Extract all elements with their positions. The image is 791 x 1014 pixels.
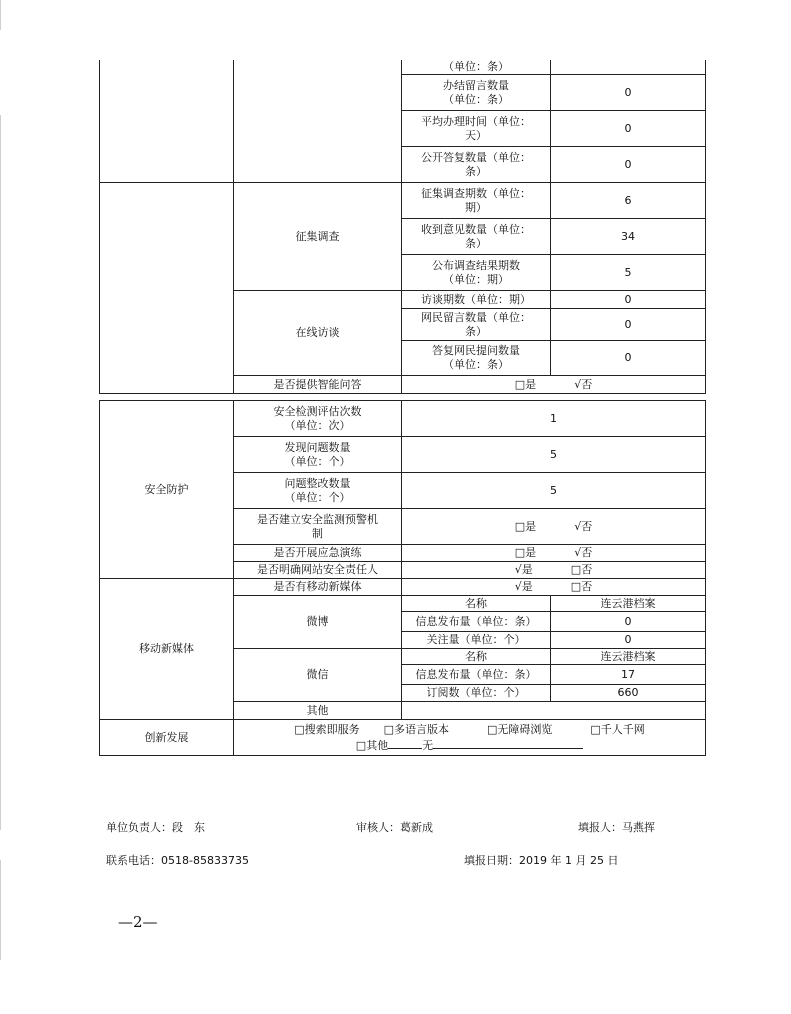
- innovation-opt-accessible: □无障碍浏览: [487, 722, 553, 736]
- weibo-posts-label: 信息发布量（单位：条）: [402, 612, 551, 632]
- group-cell-continued: [100, 60, 234, 183]
- owner-yes: √是: [514, 563, 533, 576]
- weibo-name-header: 名称: [402, 596, 551, 612]
- survey-results-value: 5: [551, 255, 706, 291]
- reviewer: [356, 819, 433, 835]
- mobile-other-label: 其他: [234, 702, 402, 720]
- weibo-label: 微博: [234, 596, 402, 649]
- security-eval-value: 1: [402, 401, 706, 437]
- weibo-posts-value: 0: [551, 612, 706, 632]
- filler: [578, 819, 655, 835]
- security-owner-options: [402, 562, 706, 579]
- value-continued-cell: [551, 60, 706, 75]
- page-number: —2—: [118, 913, 158, 931]
- security-warning-options: [402, 509, 706, 545]
- smart-qa-label: 是否提供智能问答: [234, 376, 402, 394]
- mobile-name: 移动新媒体: [100, 579, 234, 720]
- innovation-opt-multilang: □多语言版本: [383, 722, 449, 736]
- public-reply-label: 公开答复数量（单位： 条）: [402, 147, 551, 183]
- page-edge-line: [0, 0, 1, 30]
- weibo-follow-label: 关注量（单位：个）: [402, 632, 551, 649]
- weibo-account-name: 连云港档案: [551, 596, 706, 612]
- page-edge-line: [0, 860, 1, 960]
- security-name: 安全防护: [100, 401, 234, 579]
- survey-periods-label: 征集调查期数（单位： 期）: [402, 183, 551, 219]
- security-fixed-label: 问题整改数量 （单位：个）: [234, 473, 402, 509]
- wechat-label: 微信: [234, 649, 402, 702]
- security-eval-label: 安全检测评估次数 （单位：次）: [234, 401, 402, 437]
- interview-messages-label: 网民留言数量（单位： 条）: [402, 309, 551, 341]
- page-edge-line: [0, 115, 1, 830]
- smart-qa-no: √否: [574, 377, 593, 391]
- interview-messages-value: 0: [551, 309, 706, 341]
- warning-yes: □是: [514, 519, 537, 533]
- subgroup-cell-continued: [234, 60, 402, 183]
- wechat-posts-label: 信息发布量（单位：条）: [402, 665, 551, 685]
- drill-no: √否: [574, 546, 593, 559]
- closed-messages-label: 办结留言数量 （单位：条）: [402, 75, 551, 111]
- security-drill-label: 是否开展应急演练: [234, 545, 402, 562]
- wechat-account-name: 连云港档案: [551, 649, 706, 665]
- survey-opinions-label: 收到意见数量（单位： 条）: [402, 219, 551, 255]
- innovation-options: [234, 720, 706, 756]
- mobile-has-options: [402, 579, 706, 596]
- warning-no: √否: [574, 519, 593, 533]
- unit-head-name: 段 东: [172, 821, 205, 834]
- report-table: [99, 60, 706, 394]
- smart-qa-yes: □是: [514, 377, 537, 391]
- date-value: 2019 年 1 月 25 日: [519, 854, 619, 867]
- survey-results-label: 公布调查结果期数 （单位：期）: [402, 255, 551, 291]
- interview-answers-label: 答复网民提问数量 （单位：条）: [402, 341, 551, 376]
- security-drill-options: [402, 545, 706, 562]
- filler-name: 马燕挥: [622, 821, 655, 834]
- innovation-other-prefix: □其他: [355, 738, 389, 752]
- innovation-opt-search: □搜索即服务: [294, 722, 360, 736]
- innovation-name: 创新发展: [100, 720, 234, 756]
- mobile-has-no: □否: [570, 580, 593, 593]
- survey-periods-value: 6: [551, 183, 706, 219]
- innovation-other-value: 无: [422, 738, 434, 752]
- date-label: 填报日期：: [464, 854, 519, 867]
- security-found-value: 5: [402, 437, 706, 473]
- fill-date: [464, 852, 618, 868]
- survey-name: 征集调查: [234, 183, 402, 291]
- wechat-sub-value: 660: [551, 685, 706, 702]
- avg-time-label: 平均办理时间（单位： 天）: [402, 111, 551, 147]
- wechat-name-header: 名称: [402, 649, 551, 665]
- interview-periods-value: 0: [551, 291, 706, 309]
- closed-messages-value: 0: [551, 75, 706, 111]
- phone-label: 联系电话：: [106, 854, 161, 867]
- mobile-has-yes: √是: [514, 580, 533, 593]
- wechat-sub-label: 订阅数（单位：个）: [402, 685, 551, 702]
- public-reply-value: 0: [551, 147, 706, 183]
- group-cell-interaction: [100, 183, 234, 394]
- innovation-opt-personal: □千人千网: [590, 722, 645, 736]
- unit-head: [106, 819, 205, 835]
- reviewer-name: 葛新成: [400, 821, 433, 834]
- smart-qa-options: [402, 376, 706, 394]
- survey-opinions-value: 34: [551, 219, 706, 255]
- unit-continued-cell: （单位：条）: [402, 60, 551, 75]
- owner-no: □否: [570, 563, 593, 576]
- mobile-other-value: [402, 702, 706, 720]
- unit-head-label: 单位负责人：: [106, 821, 172, 834]
- report-table-lower: [99, 400, 706, 756]
- interview-periods-label: 访谈期数（单位：期）: [402, 291, 551, 309]
- filler-label: 填报人：: [578, 821, 622, 834]
- interview-answers-value: 0: [551, 341, 706, 376]
- security-fixed-value: 5: [402, 473, 706, 509]
- reviewer-label: 审核人：: [356, 821, 400, 834]
- drill-yes: □是: [514, 546, 537, 559]
- security-owner-label: 是否明确网站安全责任人: [234, 562, 402, 579]
- security-found-label: 发现问题数量 （单位：个）: [234, 437, 402, 473]
- avg-time-value: 0: [551, 111, 706, 147]
- wechat-posts-value: 17: [551, 665, 706, 685]
- phone-number: 0518-85833735: [161, 854, 249, 867]
- mobile-has-label: 是否有移动新媒体: [234, 579, 402, 596]
- security-warning-label: 是否建立安全监测预警机 制: [234, 509, 402, 545]
- interview-name: 在线访谈: [234, 291, 402, 376]
- weibo-follow-value: 0: [551, 632, 706, 649]
- contact-phone: [106, 852, 249, 868]
